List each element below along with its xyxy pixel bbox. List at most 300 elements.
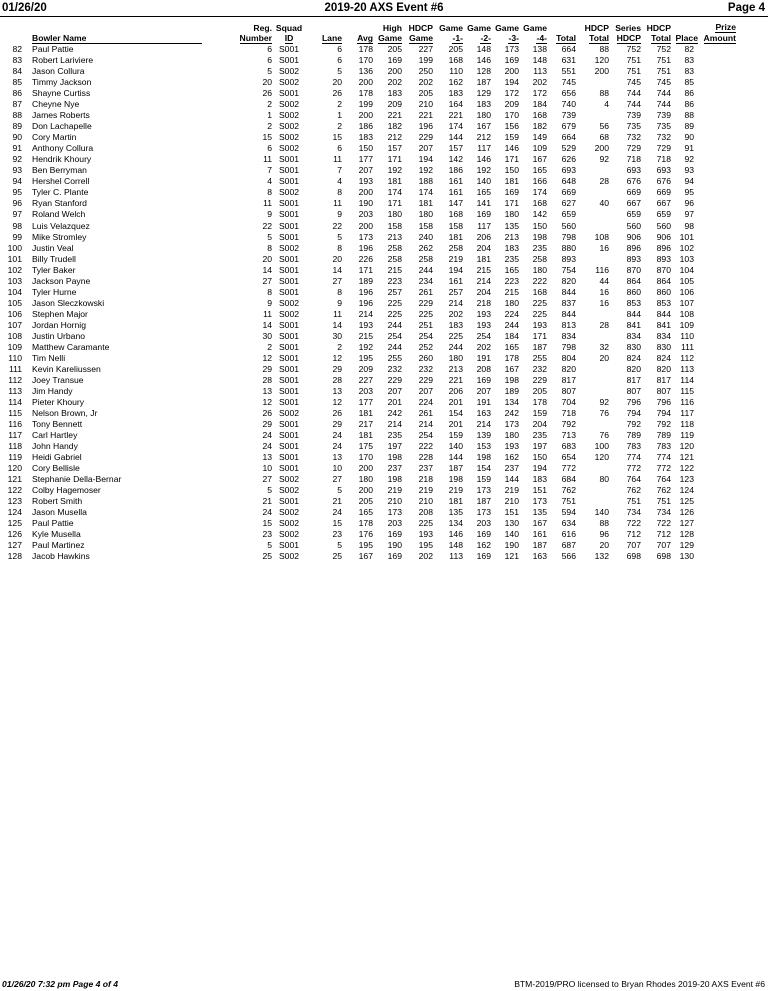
cell-hdcp-total: 88 [599, 518, 609, 529]
cell-hdcp-game: 158 [418, 220, 433, 231]
cell-game3: 165 [504, 264, 519, 275]
cell-game1: 161 [448, 176, 463, 187]
cell-reg-number: 5 [267, 540, 272, 551]
cell-game4: 187 [532, 540, 547, 551]
cell-squad-id: S002 [278, 297, 300, 308]
cell-place: 102 [679, 242, 694, 253]
cell-game1: 110 [449, 66, 463, 77]
cell-prize-amount [698, 452, 736, 463]
cell-game4: 182 [532, 121, 547, 132]
cell-bowler-name: Ryan Stanford [32, 198, 87, 209]
cell-hdcp-game: 194 [418, 154, 433, 165]
cell-place: 93 [684, 165, 694, 176]
cell-game4: 193 [532, 319, 547, 330]
cell-game2: 203 [476, 518, 491, 529]
cell-game4: 165 [532, 165, 547, 176]
cell-game3: 223 [504, 275, 519, 286]
cell-hdcp-total-2: 774 [656, 452, 671, 463]
cell-game2: 154 [476, 463, 491, 474]
cell-game1: 146 [448, 529, 463, 540]
cell-reg-number: 13 [262, 385, 272, 396]
cell-hdcp-total-2: 824 [656, 352, 671, 363]
cell-high-game: 258 [387, 253, 402, 264]
cell-game4: 222 [532, 275, 547, 286]
cell-avg: 207 [358, 165, 373, 176]
cell-squad-id: S002 [278, 242, 300, 253]
cell-game4: 204 [532, 419, 547, 430]
cell-hdcp-total: 32 [599, 341, 609, 352]
cell-game1: 158 [448, 220, 463, 231]
cell-hdcp-game: 244 [418, 264, 433, 275]
table-row [0, 66, 736, 77]
cell-bowler-name: Paul Martinez [32, 540, 85, 551]
cell-reg-number: 26 [262, 88, 272, 99]
cell-hdcp-total [576, 209, 609, 220]
cell-reg-number: 5 [267, 485, 272, 496]
cell-series-hdcp: 807 [626, 385, 641, 396]
cell-hdcp-total-2: 896 [656, 242, 671, 253]
cell-game4: 151 [532, 485, 547, 496]
cell-lane: 30 [332, 330, 342, 341]
cell-squad-id: S001 [278, 419, 300, 430]
table-row [0, 110, 736, 121]
cell-hdcp-total: 44 [599, 275, 609, 286]
cell-lane: 12 [332, 397, 342, 408]
cell-series-hdcp: 735 [626, 121, 641, 132]
cell-prize-amount [698, 221, 736, 232]
cell-high-game: 244 [387, 341, 402, 352]
cell-avg: 195 [358, 352, 373, 363]
cell-prize-amount [698, 209, 736, 220]
cell-high-game: 192 [387, 165, 402, 176]
col-hdcp-total-2: HDCP Total [646, 23, 671, 43]
cell-lane: 2 [337, 121, 342, 132]
cell-pos: 94 [12, 176, 22, 187]
cell-hdcp-game: 251 [418, 319, 433, 330]
cell-reg-number: 21 [262, 496, 272, 507]
cell-prize-amount [698, 55, 736, 66]
cell-avg: 196 [358, 297, 373, 308]
cell-game4: 173 [532, 496, 547, 507]
cell-spacer [22, 265, 32, 276]
cell-series-hdcp: 722 [626, 518, 641, 529]
col-game3: Game -3- [495, 23, 519, 43]
cell-place: 129 [679, 540, 694, 551]
cell-total: 798 [561, 231, 576, 242]
cell-bowler-name: Jason Musella [32, 507, 87, 518]
cell-game3: 121 [504, 551, 519, 562]
cell-avg: 203 [358, 209, 373, 220]
cell-hdcp-total-2: 794 [656, 408, 671, 419]
cell-game2: 181 [476, 253, 491, 264]
cell-prize-amount [698, 463, 736, 474]
col-game2: Game -2- [467, 23, 491, 43]
cell-bowler-name: James Roberts [32, 110, 90, 121]
cell-high-game: 257 [387, 286, 402, 297]
cell-place: 111 [680, 341, 694, 352]
cell-squad-id: S001 [278, 330, 300, 341]
cell-high-game: 158 [387, 220, 402, 231]
cell-bowler-name: Jordan Hornig [32, 319, 86, 330]
cell-game2: 183 [476, 99, 491, 110]
cell-game3: 178 [504, 352, 519, 363]
cell-high-game: 197 [387, 441, 402, 452]
cell-total: 631 [561, 55, 576, 66]
cell-total: 844 [561, 308, 576, 319]
cell-hdcp-game: 214 [418, 419, 433, 430]
cell-lane: 29 [332, 419, 342, 430]
col-bowler-name: Bowler Name [32, 22, 202, 44]
cell-hdcp-total [576, 187, 609, 198]
cell-series-hdcp: 906 [626, 231, 641, 242]
cell-game1: 219 [448, 485, 463, 496]
cell-squad-id: S001 [278, 55, 300, 66]
cell-hdcp-total: 16 [599, 242, 609, 253]
cell-prize-amount [698, 66, 736, 77]
cell-place: 119 [680, 430, 694, 441]
cell-spacer [22, 320, 32, 331]
cell-spacer [22, 154, 32, 165]
cell-avg: 196 [358, 286, 373, 297]
cell-place: 94 [684, 176, 694, 187]
cell-game4: 197 [532, 441, 547, 452]
cell-series-hdcp: 560 [626, 220, 641, 231]
cell-hdcp-game: 222 [418, 441, 433, 452]
cell-prize-amount [698, 243, 736, 254]
cell-game3: 209 [504, 99, 519, 110]
cell-game2: 129 [476, 88, 491, 99]
cell-reg-number: 6 [267, 143, 272, 154]
cell-game1: 157 [448, 143, 463, 154]
cell-hdcp-total [576, 375, 609, 386]
cell-game2: 215 [476, 264, 491, 275]
cell-pos: 100 [7, 242, 22, 253]
cell-high-game: 181 [387, 176, 402, 187]
cell-avg: 173 [358, 231, 373, 242]
cell-total: 893 [561, 253, 576, 264]
cell-lane: 11 [333, 154, 342, 165]
cell-game2: 192 [476, 165, 491, 176]
cell-hdcp-total-2: 783 [656, 441, 671, 452]
cell-game2: 191 [476, 352, 491, 363]
cell-avg: 192 [358, 341, 373, 352]
cell-game1: 168 [448, 209, 463, 220]
cell-avg: 170 [358, 452, 373, 463]
cell-avg: 215 [358, 330, 373, 341]
cell-prize-amount [698, 132, 736, 143]
cell-prize-amount [698, 254, 736, 265]
cell-pos: 87 [12, 99, 22, 110]
cell-game3: 150 [504, 165, 519, 176]
cell-high-game: 200 [387, 66, 402, 77]
cell-hdcp-total-2: 764 [656, 474, 671, 485]
cell-avg: 170 [358, 55, 373, 66]
cell-game2: 180 [476, 110, 491, 121]
cell-hdcp-total: 76 [599, 430, 609, 441]
cell-avg: 177 [358, 397, 373, 408]
cell-squad-id: S002 [278, 187, 300, 198]
cell-place: 104 [679, 264, 694, 275]
cell-game3: 169 [504, 187, 519, 198]
table-row [0, 265, 736, 276]
cell-place: 95 [684, 187, 694, 198]
cell-pos: 82 [12, 44, 22, 55]
table-row [0, 320, 736, 331]
cell-spacer [22, 375, 32, 386]
cell-total: 664 [561, 132, 576, 143]
cell-spacer [22, 176, 32, 187]
cell-pos: 88 [12, 110, 22, 121]
cell-bowler-name: Jackson Payne [32, 275, 91, 286]
cell-game4: 258 [532, 253, 547, 264]
cell-place: 85 [684, 77, 694, 88]
cell-squad-id: S001 [278, 220, 300, 231]
footer-print-info: 01/26/20 7:32 pm Page 4 of 4 [2, 979, 119, 989]
cell-bowler-name: Luis Velazquez [32, 220, 90, 231]
cell-lane: 24 [332, 441, 342, 452]
cell-bowler-name: Jason Sleczkowski [32, 297, 105, 308]
cell-series-hdcp: 896 [626, 242, 641, 253]
cell-spacer [22, 55, 32, 66]
cell-avg: 175 [358, 441, 373, 452]
cell-squad-id: S001 [278, 176, 300, 187]
table-row [0, 474, 736, 485]
cell-reg-number: 29 [262, 419, 272, 430]
cell-total: 762 [561, 485, 576, 496]
cell-series-hdcp: 744 [626, 88, 641, 99]
cell-prize-amount [698, 386, 736, 397]
cell-hdcp-game: 202 [418, 77, 433, 88]
cell-reg-number: 10 [262, 463, 272, 474]
cell-lane: 12 [332, 352, 342, 363]
cell-total: 664 [561, 44, 576, 55]
cell-hdcp-total: 100 [594, 441, 609, 452]
cell-spacer [22, 540, 32, 551]
table-row [0, 298, 736, 309]
cell-game2: 159 [476, 474, 491, 485]
cell-hdcp-total [576, 221, 609, 232]
cell-bowler-name: Anthony Collura [32, 143, 94, 154]
cell-series-hdcp: 774 [626, 452, 641, 463]
cell-game2: 187 [476, 496, 491, 507]
cell-reg-number: 9 [267, 297, 272, 308]
cell-game1: 221 [448, 374, 463, 385]
cell-pos: 112 [8, 374, 22, 385]
cell-game2: 146 [476, 55, 491, 66]
cell-game1: 181 [448, 496, 463, 507]
cell-bowler-name: Ben Berryman [32, 165, 87, 176]
cell-bowler-name: Joey Transue [32, 374, 84, 385]
cell-avg: 136 [358, 66, 373, 77]
cell-hdcp-total-2: 739 [656, 110, 671, 121]
cell-prize-amount [698, 276, 736, 287]
col-squad-id: Squad ID [275, 23, 303, 43]
cell-squad-id: S002 [278, 308, 300, 319]
cell-game3: 171 [504, 198, 519, 209]
cell-pos: 89 [12, 121, 22, 132]
report-date: 01/26/20 [2, 2, 47, 14]
cell-prize-amount [698, 496, 736, 507]
cell-lane: 9 [337, 297, 342, 308]
cell-prize-amount [698, 232, 736, 243]
cell-game3: 146 [504, 143, 519, 154]
cell-spacer [22, 364, 32, 375]
cell-series-hdcp: 732 [626, 132, 641, 143]
cell-game2: 173 [476, 507, 491, 518]
cell-game4: 183 [532, 474, 547, 485]
cell-place: 107 [679, 297, 694, 308]
cell-total: 844 [561, 286, 576, 297]
cell-hdcp-total: 200 [594, 143, 609, 154]
cell-squad-id: S002 [278, 110, 300, 121]
cell-game4: 178 [532, 397, 547, 408]
cell-game1: 214 [448, 297, 463, 308]
cell-bowler-name: Nelson Brown, Jr [32, 408, 98, 419]
cell-pos: 117 [8, 430, 22, 441]
cell-hdcp-game: 218 [418, 474, 433, 485]
cell-hdcp-total-2: 893 [656, 253, 671, 264]
cell-lane: 28 [332, 374, 342, 385]
cell-prize-amount [698, 298, 736, 309]
cell-hdcp-total-2: 752 [656, 44, 671, 55]
cell-place: 101 [679, 231, 694, 242]
cell-reg-number: 6 [267, 44, 272, 55]
cell-total: 718 [561, 408, 576, 419]
cell-game4: 232 [532, 363, 547, 374]
cell-game3: 189 [504, 385, 519, 396]
cell-game4: 180 [532, 264, 547, 275]
cell-hdcp-game: 207 [418, 385, 433, 396]
cell-place: 105 [679, 275, 694, 286]
cell-lane: 6 [337, 55, 342, 66]
cell-hdcp-total-2: 830 [656, 341, 671, 352]
cell-prize-amount [698, 375, 736, 386]
cell-game2: 208 [476, 363, 491, 374]
cell-prize-amount [698, 320, 736, 331]
cell-game3: 144 [504, 474, 519, 485]
cell-game3: 173 [504, 44, 519, 55]
cell-hdcp-total: 96 [599, 529, 609, 540]
cell-prize-amount [698, 474, 736, 485]
cell-bowler-name: Robert Lariviere [32, 55, 94, 66]
cell-pos: 90 [12, 132, 22, 143]
cell-pos: 111 [8, 363, 22, 374]
cell-game1: 161 [448, 187, 463, 198]
cell-game3: 135 [504, 220, 519, 231]
cell-hdcp-total: 56 [599, 121, 609, 132]
cell-game2: 153 [476, 441, 491, 452]
cell-game1: 201 [448, 419, 463, 430]
table-row [0, 99, 736, 110]
table-row [0, 176, 736, 187]
cell-hdcp-total: 28 [599, 319, 609, 330]
cell-game1: 164 [448, 99, 463, 110]
cell-game3: 173 [504, 419, 519, 430]
cell-pos: 113 [8, 385, 22, 396]
cell-series-hdcp: 796 [626, 397, 641, 408]
cell-reg-number: 4 [267, 176, 272, 187]
cell-spacer [22, 221, 32, 232]
cell-total: 654 [561, 452, 576, 463]
cell-spacer [22, 331, 32, 342]
cell-reg-number: 8 [267, 242, 272, 253]
cell-reg-number: 2 [267, 341, 272, 352]
cell-game3: 181 [504, 176, 519, 187]
cell-high-game: 205 [387, 44, 402, 55]
cell-total: 529 [561, 143, 576, 154]
cell-squad-id: S001 [278, 231, 300, 242]
cell-lane: 23 [332, 529, 342, 540]
cell-hdcp-game: 237 [418, 463, 433, 474]
cell-game1: 154 [448, 408, 463, 419]
cell-avg: 150 [358, 143, 373, 154]
cell-spacer [22, 474, 32, 485]
cell-game1: 221 [448, 110, 463, 121]
cell-series-hdcp: 824 [626, 352, 641, 363]
cell-game2: 204 [476, 286, 491, 297]
cell-pos: 101 [7, 253, 22, 264]
cell-squad-id: S001 [278, 319, 300, 330]
cell-game1: 168 [448, 55, 463, 66]
cell-game2: 207 [476, 385, 491, 396]
cell-hdcp-game: 229 [418, 132, 433, 143]
cell-place: 124 [679, 485, 694, 496]
cell-squad-id: S001 [278, 88, 300, 99]
cell-game2: 117 [477, 143, 491, 154]
cell-lane: 20 [332, 253, 342, 264]
cell-bowler-name: Justin Veal [32, 242, 74, 253]
cell-game3: 134 [504, 397, 519, 408]
cell-place: 103 [679, 253, 694, 264]
cell-hdcp-game: 261 [418, 408, 433, 419]
cell-total: 772 [561, 463, 576, 474]
cell-hdcp-total [576, 110, 609, 121]
col-avg: Avg [357, 33, 373, 43]
cell-bowler-name: Shayne Curtiss [32, 88, 91, 99]
table-row [0, 386, 736, 397]
cell-total: 594 [561, 507, 576, 518]
cell-game4: 161 [532, 529, 547, 540]
cell-hdcp-total [576, 419, 609, 430]
cell-game3: 184 [504, 330, 519, 341]
cell-game1: 183 [448, 319, 463, 330]
cell-game1: 202 [448, 308, 463, 319]
cell-avg: 195 [358, 540, 373, 551]
cell-lane: 20 [332, 77, 342, 88]
cell-bowler-name: Cheyne Nye [32, 99, 80, 110]
cell-pos: 110 [8, 352, 22, 363]
cell-hdcp-game: 258 [418, 253, 433, 264]
cell-game1: 258 [448, 242, 463, 253]
cell-reg-number: 11 [263, 308, 272, 319]
cell-place: 120 [679, 441, 694, 452]
cell-hdcp-total [576, 254, 609, 265]
cell-bowler-name: Stephen Major [32, 308, 88, 319]
cell-spacer [22, 298, 32, 309]
cell-bowler-name: Kevin Kareliussen [32, 363, 101, 374]
cell-hdcp-total-2: 789 [656, 430, 671, 441]
cell-hdcp-game: 208 [418, 507, 433, 518]
cell-spacer [22, 132, 32, 143]
cell-game3: 235 [504, 253, 519, 264]
cell-series-hdcp: 744 [626, 99, 641, 110]
cell-hdcp-total: 28 [599, 176, 609, 187]
cell-reg-number: 15 [262, 518, 272, 529]
cell-game1: 194 [448, 264, 463, 275]
cell-total: 566 [561, 551, 576, 562]
col-series-hdcp: Series HDCP [615, 23, 641, 43]
cell-pos: 115 [8, 408, 22, 419]
